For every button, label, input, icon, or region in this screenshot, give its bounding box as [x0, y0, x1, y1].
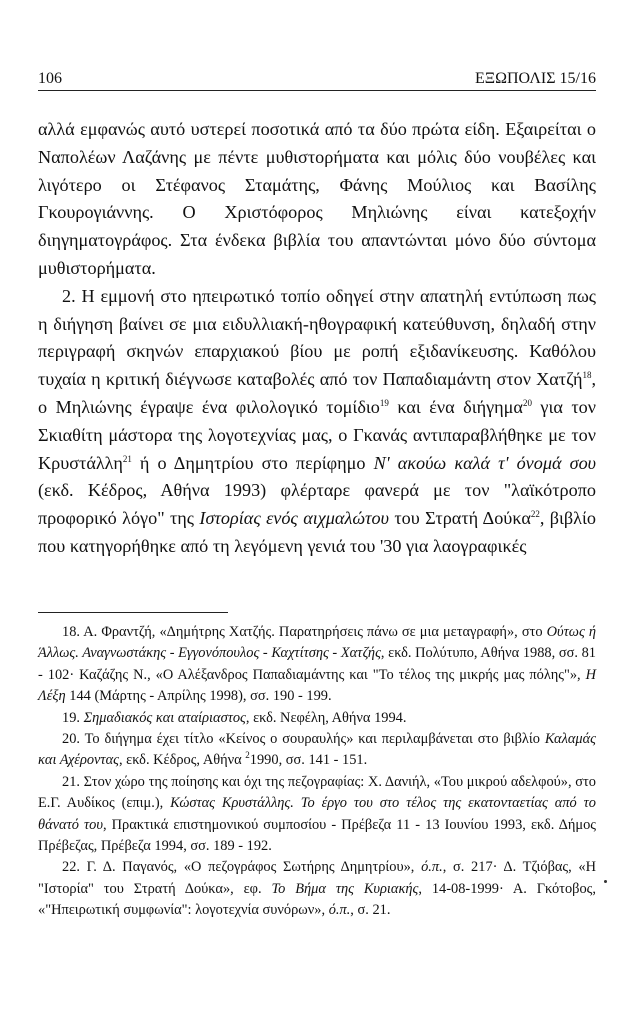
text-run: και ένα διήγημα — [388, 396, 523, 417]
paragraph-1-text: αλλά εμφανώς αυτό υστερεί ποσοτικά από τα δύο πρώτα είδη. Εξαιρείται ο Ναπολέων Λαζάνης με πέντε μυθιστορήματα και μόλις δύο νουβέλες και λιγότερο οι Στέφανος Σταμάτης, Φάνης Μούλιος και Βασίλης Γκουρογιάννης. Ο Χριστόφορος Μηλιώνης είναι κατεξοχήν διηγηματογράφος. Στα ένδεκα βιβλία του απαντώνται μόνο δύο σύντομα μυθιστορήματα. — [38, 119, 596, 278]
edition-superscript: 2 — [245, 750, 250, 761]
text-run: (εκδ. Κέδρος, Αθήνα 1993) φλέρταρε φανερά με τον "λαϊκότροπο προφορικό λόγο" της — [38, 480, 596, 529]
text-run: του Στρατή Δούκα — [389, 508, 531, 529]
text-run: , ο Μηλιώνης έγραψε ένα φιλολογικό τομίδιο — [38, 369, 596, 417]
italic-title: ό.π. — [421, 859, 443, 876]
main-text — [38, 116, 596, 561]
footnote-ref-19[interactable]: 19 — [379, 397, 389, 408]
footnote-ref-18[interactable]: 18 — [582, 370, 592, 381]
book-title: Ν' ακούω καλά τ' όνομά σου — [373, 452, 597, 473]
footnote-21 — [38, 772, 596, 858]
text-run: , Πρακτικά επιστημονικού συμποσίου - Πρέβεζα 11 - 13 Ιουνίου 1993, εκδ. Δήμος Πρέβεζας, Πρέβεζα 1994, σσ. 189 - 192. — [38, 816, 596, 855]
text-run: 21. Στον χώρο της ποίησης και όχι της πεζογραφίας: Χ. Δανιήλ, «Του μικρού αδελφού», στο Ε.Γ. Αυδίκος (επιμ.), — [38, 773, 596, 812]
text-run: ή ο Δημητρίου στο περίφημο — [131, 452, 374, 473]
italic-title: Κώστας Κρυστάλλης. Το έργο του στο τέλος της εκατονταετίας από το θάνατό του — [38, 795, 596, 833]
paragraph-1 — [38, 116, 596, 283]
italic-title: Η Λέξη — [38, 666, 596, 705]
text-run: , 14-08-1999· Α. Γκότοβος, «"Ηπειρωτική συμφωνία": λογοτεχνία συνόρων», — [38, 880, 596, 919]
text-run: 1990, σσ. 141 - 151. — [249, 752, 368, 769]
scan-speck — [604, 880, 607, 883]
italic-title: Σημαδιακός και αταίριαστος — [83, 709, 246, 726]
text-run: για τον Σκιαθίτη μάστορα της λογοτεχνίας μας, ο Γκανάς αντιπαραβλήθηκε με τον Κρυστάλλη — [38, 396, 596, 473]
page-number: 106 — [38, 70, 62, 87]
text-run: , βιβλίο που κατηγορήθηκε από τη λεγόμενη γενιά του '30 για λαογραφικές — [38, 508, 596, 556]
footnote-ref-20[interactable]: 20 — [522, 397, 532, 408]
italic-title: Καλαμάς και Αχέροντας — [38, 731, 596, 769]
text-run: , εκδ. Νεφέλη, Αθήνα 1994. — [245, 709, 407, 726]
footnote-20 — [38, 729, 596, 772]
text-run: , σ. 21. — [350, 902, 391, 919]
text-run: 20. Το διήγημα έχει τίτλο «Κείνος ο σουραυλής» και περιλαμβάνεται στο βιβλίο — [62, 731, 545, 748]
book-title: Ιστορίας ενός αιχμαλώτου — [199, 508, 389, 529]
footnote-ref-21[interactable]: 21 — [122, 453, 132, 464]
paragraph-2 — [38, 283, 596, 561]
footnote-22 — [38, 857, 596, 921]
text-run: 2. Η εμμονή στο ηπειρωτικό τοπίο οδηγεί στην απατηλή εντύπωση πως η διήγηση βαίνει σε μια ειδυλλιακή-ηθογραφική κατεύθυνση, δηλαδή στην περιγραφή σκηνών επαρχιακού βίου με ροπή εξιδανίκευσης. Καθόλου τυχαία η κριτική διέγνωσε καταβολές από τον Παπαδιαμάντη στον Χατζή — [38, 285, 596, 390]
italic-title: Ούτως ή Άλλως. Αναγνωστάκης - Εγγονόπουλος - Καχτίτσης - Χατζής — [38, 624, 596, 662]
footnote-19 — [38, 708, 596, 729]
text-run: , εκδ. Πολύτυπο, Αθήνα 1988, σσ. 81 - 102· Καζάζης Ν., «Ο Αλέξανδρος Παπαδιαμάντης και "Το τέλος της μικρής μας πόλης"», — [38, 645, 596, 683]
footnote-ref-22[interactable]: 22 — [530, 509, 540, 520]
text-run: , εκδ. Κέδρος, Αθήνα — [118, 752, 246, 769]
footnote-divider — [38, 612, 228, 613]
text-run: , σ. 217· Δ. Τζιόβας, «Η "Ιστορία" του Στρατή Δούκα», εφ. — [38, 859, 596, 897]
footnote-18 — [38, 622, 596, 708]
text-run: 144 (Μάρτης - Απρίλης 1998), σσ. 190 - 199. — [65, 688, 332, 705]
page-header — [38, 70, 596, 91]
running-title: ΕΞΩΠΟΛΙΣ 15/16 — [475, 70, 596, 87]
footnotes — [38, 622, 596, 922]
text-run: 19. — [62, 709, 84, 726]
text-run: 22. Γ. Δ. Παγανός, «Ο πεζογράφος Σωτήρης Δημητρίου», — [62, 859, 422, 876]
italic-title: ό.π. — [328, 902, 351, 919]
italic-title: Το Βήμα της Κυριακής — [271, 880, 419, 897]
text-run: 18. Α. Φραντζή, «Δημήτρης Χατζής. Παρατηρήσεις πάνω σε μια μεταγραφή», στο — [62, 624, 547, 640]
